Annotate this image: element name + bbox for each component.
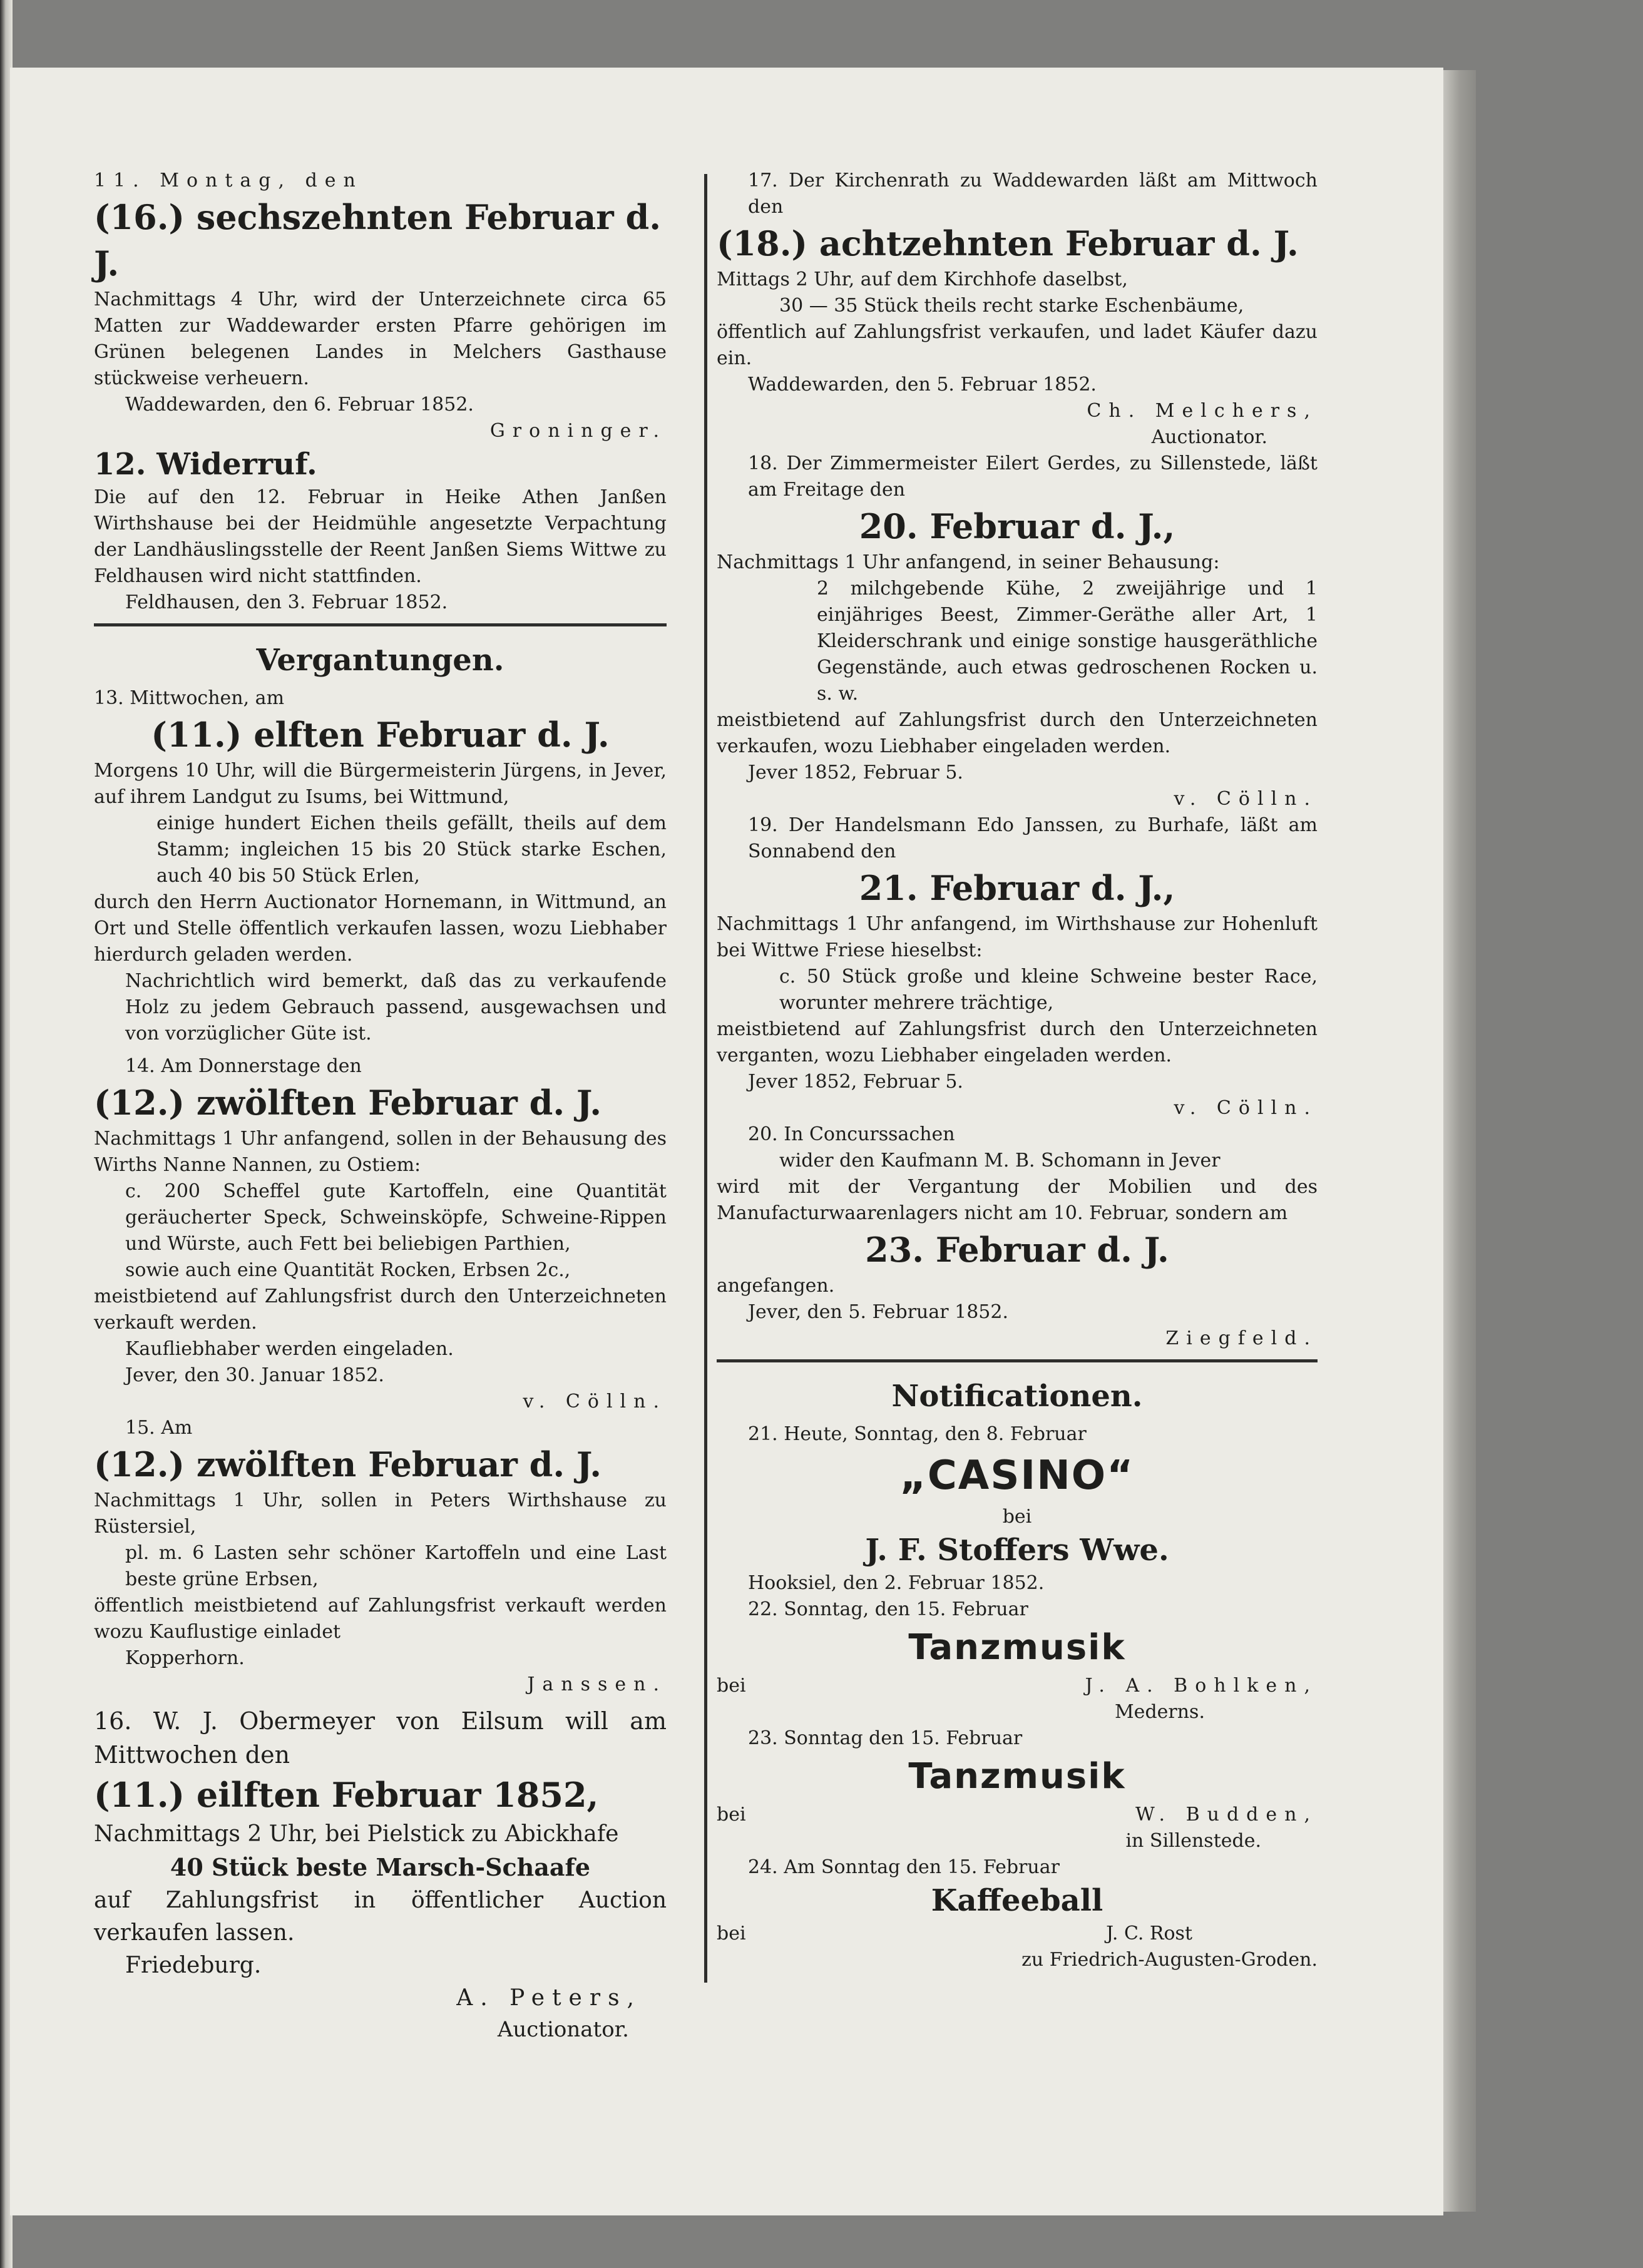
- event-title: „CASINO“: [899, 1453, 1135, 1499]
- notice-16: [94, 1704, 667, 2045]
- notice-signature: v. Cölln.: [523, 1391, 667, 1412]
- notice-body: Nachmittags 1 Uhr, sollen in Peters Wirthshause zu Rüstersiel,: [94, 1489, 667, 1538]
- notice-intro: 14. Am Donnerstage den: [125, 1055, 362, 1077]
- notice-place: Jever, den 30. Januar 1852.: [125, 1364, 384, 1386]
- notice-date: (11.) eilften Februar 1852,: [94, 1775, 599, 1815]
- notice-body: c. 50 Stück große und kleine Schweine bester Race, worunter mehrere trächtige,: [779, 966, 1318, 1014]
- notice-signature: Ch. Melchers,: [1087, 400, 1318, 422]
- notice-21: [717, 1421, 1318, 1596]
- notice-intro: 16. W. J. Obermeyer von Eilsum will am Mittwochen den: [94, 1707, 667, 1769]
- section-heading: Notificationen.: [891, 1379, 1143, 1414]
- notice-intro: 20. In Concurssachen: [748, 1123, 955, 1145]
- event-host: J. C. Rost: [1106, 1923, 1192, 1944]
- right-column: [717, 168, 1318, 1973]
- notice-body: Nachrichtlich wird bemerkt, daß das zu verkaufende Holz zu jedem Gebrauch passend, ausgewachsen und von vorzüglicher Güte ist.: [125, 970, 667, 1045]
- notice-body: angefangen.: [717, 1275, 835, 1297]
- notice-body: 40 Stück beste Marsch-Schaafe: [170, 1853, 591, 1881]
- notice-body: meistbietend auf Zahlungsfrist durch den Unterzeichneten verganten, wozu Liebhaber eingeladen werden.: [717, 1018, 1318, 1066]
- notice-body: Nachmittags 1 Uhr anfangend, im Wirthshause zur Hohenluft bei Wittwe Friese hieselbst:: [717, 913, 1318, 961]
- notice-date: (11.) elften Februar d. J.: [151, 715, 610, 755]
- notice-body: meistbietend auf Zahlungsfrist durch den Unterzeichneten verkaufen, wozu Liebhaber eingeladen werden.: [717, 709, 1318, 757]
- notice-place: Feldhausen, den 3. Februar 1852.: [125, 591, 448, 613]
- notice-place: Waddewarden, den 5. Februar 1852.: [748, 374, 1097, 396]
- notice-date: 23. Februar d. J.: [865, 1230, 1169, 1270]
- host-row: [717, 1673, 1318, 1699]
- event-host-place: Mederns.: [1114, 1701, 1205, 1723]
- notice-15: [94, 1415, 667, 1698]
- notice-signature: Groninger.: [489, 420, 667, 442]
- event-title: Tanzmusik: [908, 1756, 1126, 1797]
- notice-19: [717, 812, 1318, 1121]
- notice-body: auf Zahlungsfrist in öffentlicher Auction verkaufen lassen.: [94, 1887, 667, 1946]
- notice-24: [717, 1854, 1318, 1973]
- notice-14: [94, 1053, 667, 1415]
- section-heading: Vergantungen.: [256, 643, 504, 678]
- notice-date: 21. Februar d. J.,: [859, 868, 1175, 908]
- notice-intro: 11. Montag, den: [94, 170, 363, 192]
- notice-intro: 15. Am: [125, 1417, 193, 1439]
- notice-body: sowie auch eine Quantität Rocken, Erbsen 2c.,: [125, 1259, 571, 1281]
- notice-intro: 22. Sonntag, den 15. Februar: [748, 1598, 1028, 1620]
- event-host-place: zu Friedrich-Augusten-Groden.: [1021, 1949, 1318, 1971]
- notice-signature: v. Cölln.: [1174, 1097, 1318, 1119]
- notice-bei: bei: [717, 1804, 746, 1826]
- notice-18: [717, 451, 1318, 812]
- notice-body: meistbietend auf Zahlungsfrist durch den Unterzeichneten verkauft werden.: [94, 1285, 667, 1334]
- notice-bei: bei: [717, 1923, 746, 1944]
- section-divider: [717, 1359, 1318, 1362]
- event-host: W. Budden,: [1135, 1804, 1318, 1826]
- notice-body: c. 200 Scheffel gute Kartoffeln, eine Quantität geräucherter Speck, Schweinsköpfe, Schweine-Rippen und Würste, auch Fett bei beliebigen Parthien,: [125, 1180, 667, 1255]
- notice-place: Jever 1852, Februar 5.: [748, 762, 963, 784]
- page-edge: [1443, 70, 1476, 2212]
- notice-17: [717, 168, 1318, 451]
- notice-date: (12.) zwölften Februar d. J.: [94, 1083, 602, 1123]
- notice-body: durch den Herrn Auctionator Hornemann, in Wittmund, an Ort und Stelle öffentlich verkaufen lassen, wozu Liebhaber hierdurch geladen werden.: [94, 891, 667, 966]
- notice-intro: 13. Mittwochen, am: [94, 687, 285, 709]
- notice-place: Friedeburg.: [125, 1953, 262, 1978]
- left-column: [94, 168, 667, 2045]
- notice-place: Kopperhorn.: [125, 1647, 245, 1669]
- notice-22: [717, 1596, 1318, 1725]
- notice-role: Auctionator.: [497, 2017, 629, 2042]
- notice-signature: Ziegfeld.: [1165, 1327, 1318, 1349]
- event-host: J. A. Bohlken,: [1085, 1675, 1318, 1697]
- notice-place: Jever, den 5. Februar 1852.: [748, 1301, 1009, 1323]
- notice-intro: 24. Am Sonntag den 15. Februar: [748, 1856, 1060, 1878]
- notice-intro: 17. Der Kirchenrath zu Waddewarden läßt am Mittwoch den: [748, 170, 1318, 218]
- notice-intro: 23. Sonntag den 15. Februar: [748, 1727, 1023, 1749]
- notice-20: [717, 1121, 1318, 1352]
- event-host: J. F. Stoffers Wwe.: [865, 1533, 1169, 1568]
- notice-body: Nachmittags 1 Uhr anfangend, in seiner Behausung:: [717, 551, 1220, 573]
- notice-12: [94, 444, 667, 616]
- notice-body: 30 — 35 Stück theils recht starke Eschenbäume,: [779, 295, 1244, 317]
- notice-body: einige hundert Eichen theils gefällt, theils auf dem Stamm; ingleichen 15 bis 20 Stück starke Eschen, auch 40 bis 50 Stück Erlen,: [156, 812, 667, 887]
- event-title: Tanzmusik: [908, 1627, 1126, 1668]
- section-divider: [94, 623, 667, 626]
- notice-13: [94, 685, 667, 1047]
- notice-date: 20. Februar d. J.,: [859, 506, 1175, 546]
- notice-body: Nachmittags 2 Uhr, bei Pielstick zu Abickhafe: [94, 1821, 619, 1847]
- notice-body: Die auf den 12. Februar in Heike Athen Janßen Wirthshause bei der Heidmühle angesetzte Verpachtung der Landhäuslingsstelle der Reent Janßen Siems Wittwe zu Feldhausen wird nicht stattfinden.: [94, 486, 667, 587]
- column-divider: [704, 174, 707, 1983]
- notice-signature: Janssen.: [527, 1673, 667, 1695]
- notice-bei: bei: [1002, 1506, 1032, 1528]
- notice-body: Nachmittags 1 Uhr anfangend, sollen in der Behausung des Wirths Nanne Nannen, zu Ostiem:: [94, 1128, 667, 1176]
- event-title: Kaffeeball: [931, 1883, 1103, 1918]
- notice-body: Kaufliebhaber werden eingeladen.: [125, 1338, 454, 1360]
- notice-intro: 21. Heute, Sonntag, den 8. Februar: [748, 1423, 1087, 1445]
- notice-date: (18.) achtzehnten Februar d. J.: [717, 223, 1299, 263]
- notice-date: (16.) sechszehnten Februar d. J.: [94, 197, 662, 284]
- host-row: [717, 1921, 1318, 1947]
- notice-body: Morgens 10 Uhr, will die Bürgermeisterin Jürgens, in Jever, auf ihrem Landgut zu Isums, bei Wittmund,: [94, 760, 667, 808]
- notice-date: (12.) zwölften Februar d. J.: [94, 1444, 602, 1484]
- notice-23: [717, 1725, 1318, 1854]
- notice-body: pl. m. 6 Lasten sehr schöner Kartoffeln und eine Last beste grüne Erbsen,: [125, 1542, 667, 1590]
- notice-body: Nachmittags 4 Uhr, wird der Unterzeichnete circa 65 Matten zur Waddewarder ersten Pfarre gehörigen im Grünen belegenen Landes in Melchers Gasthause stückweise verheuern.: [94, 289, 667, 389]
- notice-body: öffentlich meistbietend auf Zahlungsfrist verkauft werden wozu Kauflustige einladet: [94, 1595, 667, 1643]
- notice-signature: v. Cölln.: [1174, 788, 1318, 810]
- notice-signature: A. Peters,: [456, 1985, 642, 2011]
- notice-intro: 18. Der Zimmermeister Eilert Gerdes, zu Sillenstede, läßt am Freitage den: [748, 452, 1318, 501]
- notice-role: Auctionator.: [1151, 426, 1267, 448]
- notice-bei: bei: [717, 1675, 746, 1697]
- notice-11: [94, 168, 667, 444]
- notice-body: wird mit der Vergantung der Mobilien und des Manufacturwaarenlagers nicht am 10. Februar, sondern am: [717, 1176, 1318, 1224]
- notice-body: wider den Kaufmann M. B. Schomann in Jever: [779, 1150, 1221, 1172]
- notice-title: 12. Widerruf.: [94, 447, 317, 482]
- notice-place: Jever 1852, Februar 5.: [748, 1071, 963, 1093]
- notice-body: 2 milchgebende Kühe, 2 zweijährige und 1 einjähriges Beest, Zimmer-Geräthe aller Art, 1 Kleiderschrank und einige sonstige hausgeräthliche Gegenstände, auch etwas gedroschenen Rocken u. s. w.: [817, 578, 1318, 705]
- notice-body: öffentlich auf Zahlungsfrist verkaufen, und ladet Käufer dazu ein.: [717, 321, 1318, 369]
- notice-intro: 19. Der Handelsmann Edo Janssen, zu Burhafe, läßt am Sonnabend den: [748, 814, 1318, 862]
- notice-place: Hooksiel, den 2. Februar 1852.: [748, 1572, 1045, 1594]
- host-row: [717, 1802, 1318, 1828]
- notice-body: Mittags 2 Uhr, auf dem Kirchhofe daselbst,: [717, 268, 1128, 290]
- notice-place: Waddewarden, den 6. Februar 1852.: [125, 394, 474, 416]
- event-host-place: in Sillenstede.: [1125, 1830, 1261, 1852]
